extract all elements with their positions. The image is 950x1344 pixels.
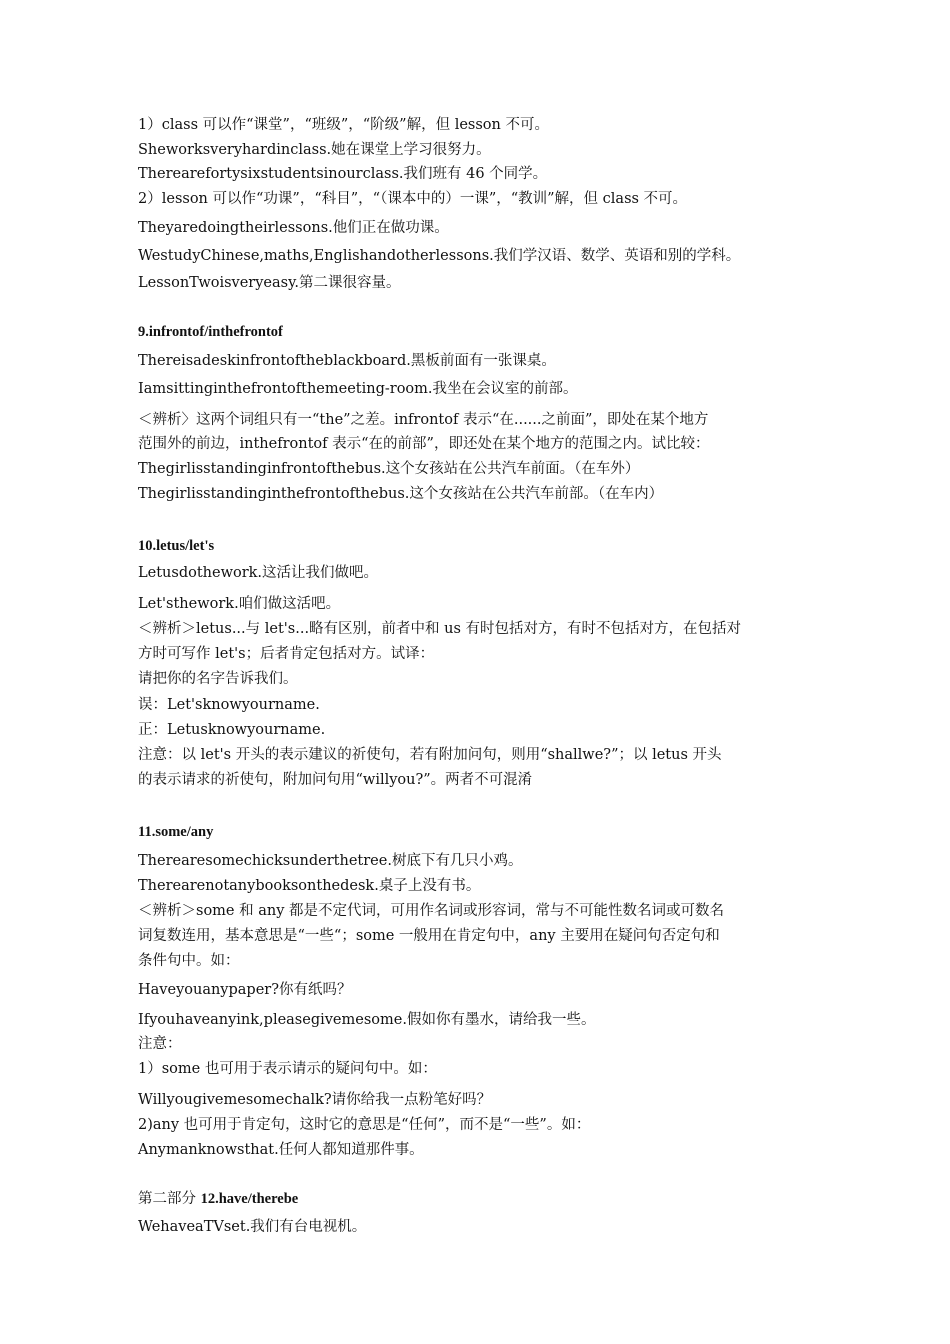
text-line: Anymanknowsthat.任何人都知道那件事。 (138, 1142, 424, 1158)
text-line: Haveyouanypaper?你有纸吗？ (138, 982, 352, 998)
text-line: 注意： (138, 1036, 182, 1052)
text-line: Theyaredoingtheirlessons.他们正在做功课。 (138, 220, 449, 236)
text-line: ＜辨析＞some 和 any 都是不定代词，可用作名词或形容词，常与不可能性数名词或可数名 (138, 903, 725, 919)
text-line: 2)any 也可用于肯定句，这时它的意思是“任何”，而不是“一些”。如： (138, 1117, 591, 1133)
text-line: 条件句中。如： (138, 953, 240, 969)
text-line: WehaveaTVset.我们有台电视机。 (138, 1219, 367, 1235)
text-line: Thegirlisstandinginfrontofthebus.这个女孩站在公共汽车前面。（在车外） (138, 461, 640, 477)
text-line: 误：Let'sknowyourname. (138, 697, 320, 713)
text-line: 正：Letusknowyourname. (138, 722, 326, 738)
text-line: Willyougivemesomechalk?请你给我一点粉笔好吗？ (138, 1092, 492, 1108)
part-heading (138, 1189, 298, 1209)
text-line: Sheworksveryhardinclass.她在课堂上学习很努力。 (138, 142, 491, 158)
text-line: 请把你的名字告诉我们。 (138, 671, 298, 687)
text-line: Ifyouhaveanyink,pleasegivemesome.假如你有墨水，请给我一些。 (138, 1012, 596, 1028)
section-heading: 12.have/therebe (200, 1191, 299, 1207)
text-line: Therearesomechicksunderthetree.树底下有几只小鸡。 (138, 853, 523, 869)
text-line: 的表示请求的祈使句，附加问句用“willyou?”。两者不可混淆 (138, 772, 533, 788)
text-line: Letusdothework.这活让我们做吧。 (138, 565, 379, 581)
text-line: 1）some 也可用于表示请示的疑问句中。如： (138, 1061, 437, 1077)
text-line: 2）lesson 可以作“功课”，“科目”，“（课本中的）一课”，“教训”解，但 class 不可。 (138, 191, 688, 207)
text-line: ＜辨析＞letus...与 let's...略有区别，前者中和 us 有时包括对方，有时不包括对方，在包括对 (138, 621, 742, 637)
text-line: ＜辨析〉这两个词组只有一“the”之差。infrontof 表示“在......之前面”，即处在某个地方 (138, 412, 709, 428)
text-line: Thegirlisstandinginthefrontofthebus.这个女孩站在公共汽车前部。（在车内） (138, 486, 664, 502)
text-line: 1）class 可以作“课堂”，“班级”，“阶级”解，但 lesson 不可。 (138, 117, 549, 133)
text-line: Iamsittinginthefrontofthemeeting-room.我坐在会议室的前部。 (138, 381, 578, 397)
section-heading: 11.some/any (138, 824, 214, 840)
text-line: LessonTwoisveryeasy.第二课很容量。 (138, 275, 401, 291)
part-label: 第二部分 (138, 1191, 201, 1207)
text-line: 注意：以 let's 开头的表示建议的祈使句，若有附加问句，则用“shallwe?”；以 letus 开头 (138, 747, 722, 763)
text-line: 范围外的前边，inthefrontof 表示“在的前部”，即还处在某个地方的范围之内。试比较： (138, 436, 710, 452)
text-line: WestudyChinese,maths,Englishandotherlessons.我们学汉语、数学、英语和别的学科。 (138, 248, 741, 264)
text-line: Let'sthework.咱们做这活吧。 (138, 596, 341, 612)
text-line: 词复数连用，基本意思是“一些“；some 一般用在肯定句中，any 主要用在疑问句否定句和 (138, 928, 720, 944)
text-line: Therearefortysixstudentsinourclass.我们班有 46 个同学。 (138, 166, 548, 182)
text-line: Thereisadeskinfrontoftheblackboard.黑板前面有一张课桌。 (138, 353, 556, 369)
section-heading: 9.infrontof/inthefrontof (138, 324, 283, 340)
text-line: Therearenotanybooksonthedesk.桌子上没有书。 (138, 878, 481, 894)
text-line: 方时可写作 let's；后者肯定包括对方。试译： (138, 646, 435, 662)
section-heading: 10.letus/let's (138, 538, 215, 554)
